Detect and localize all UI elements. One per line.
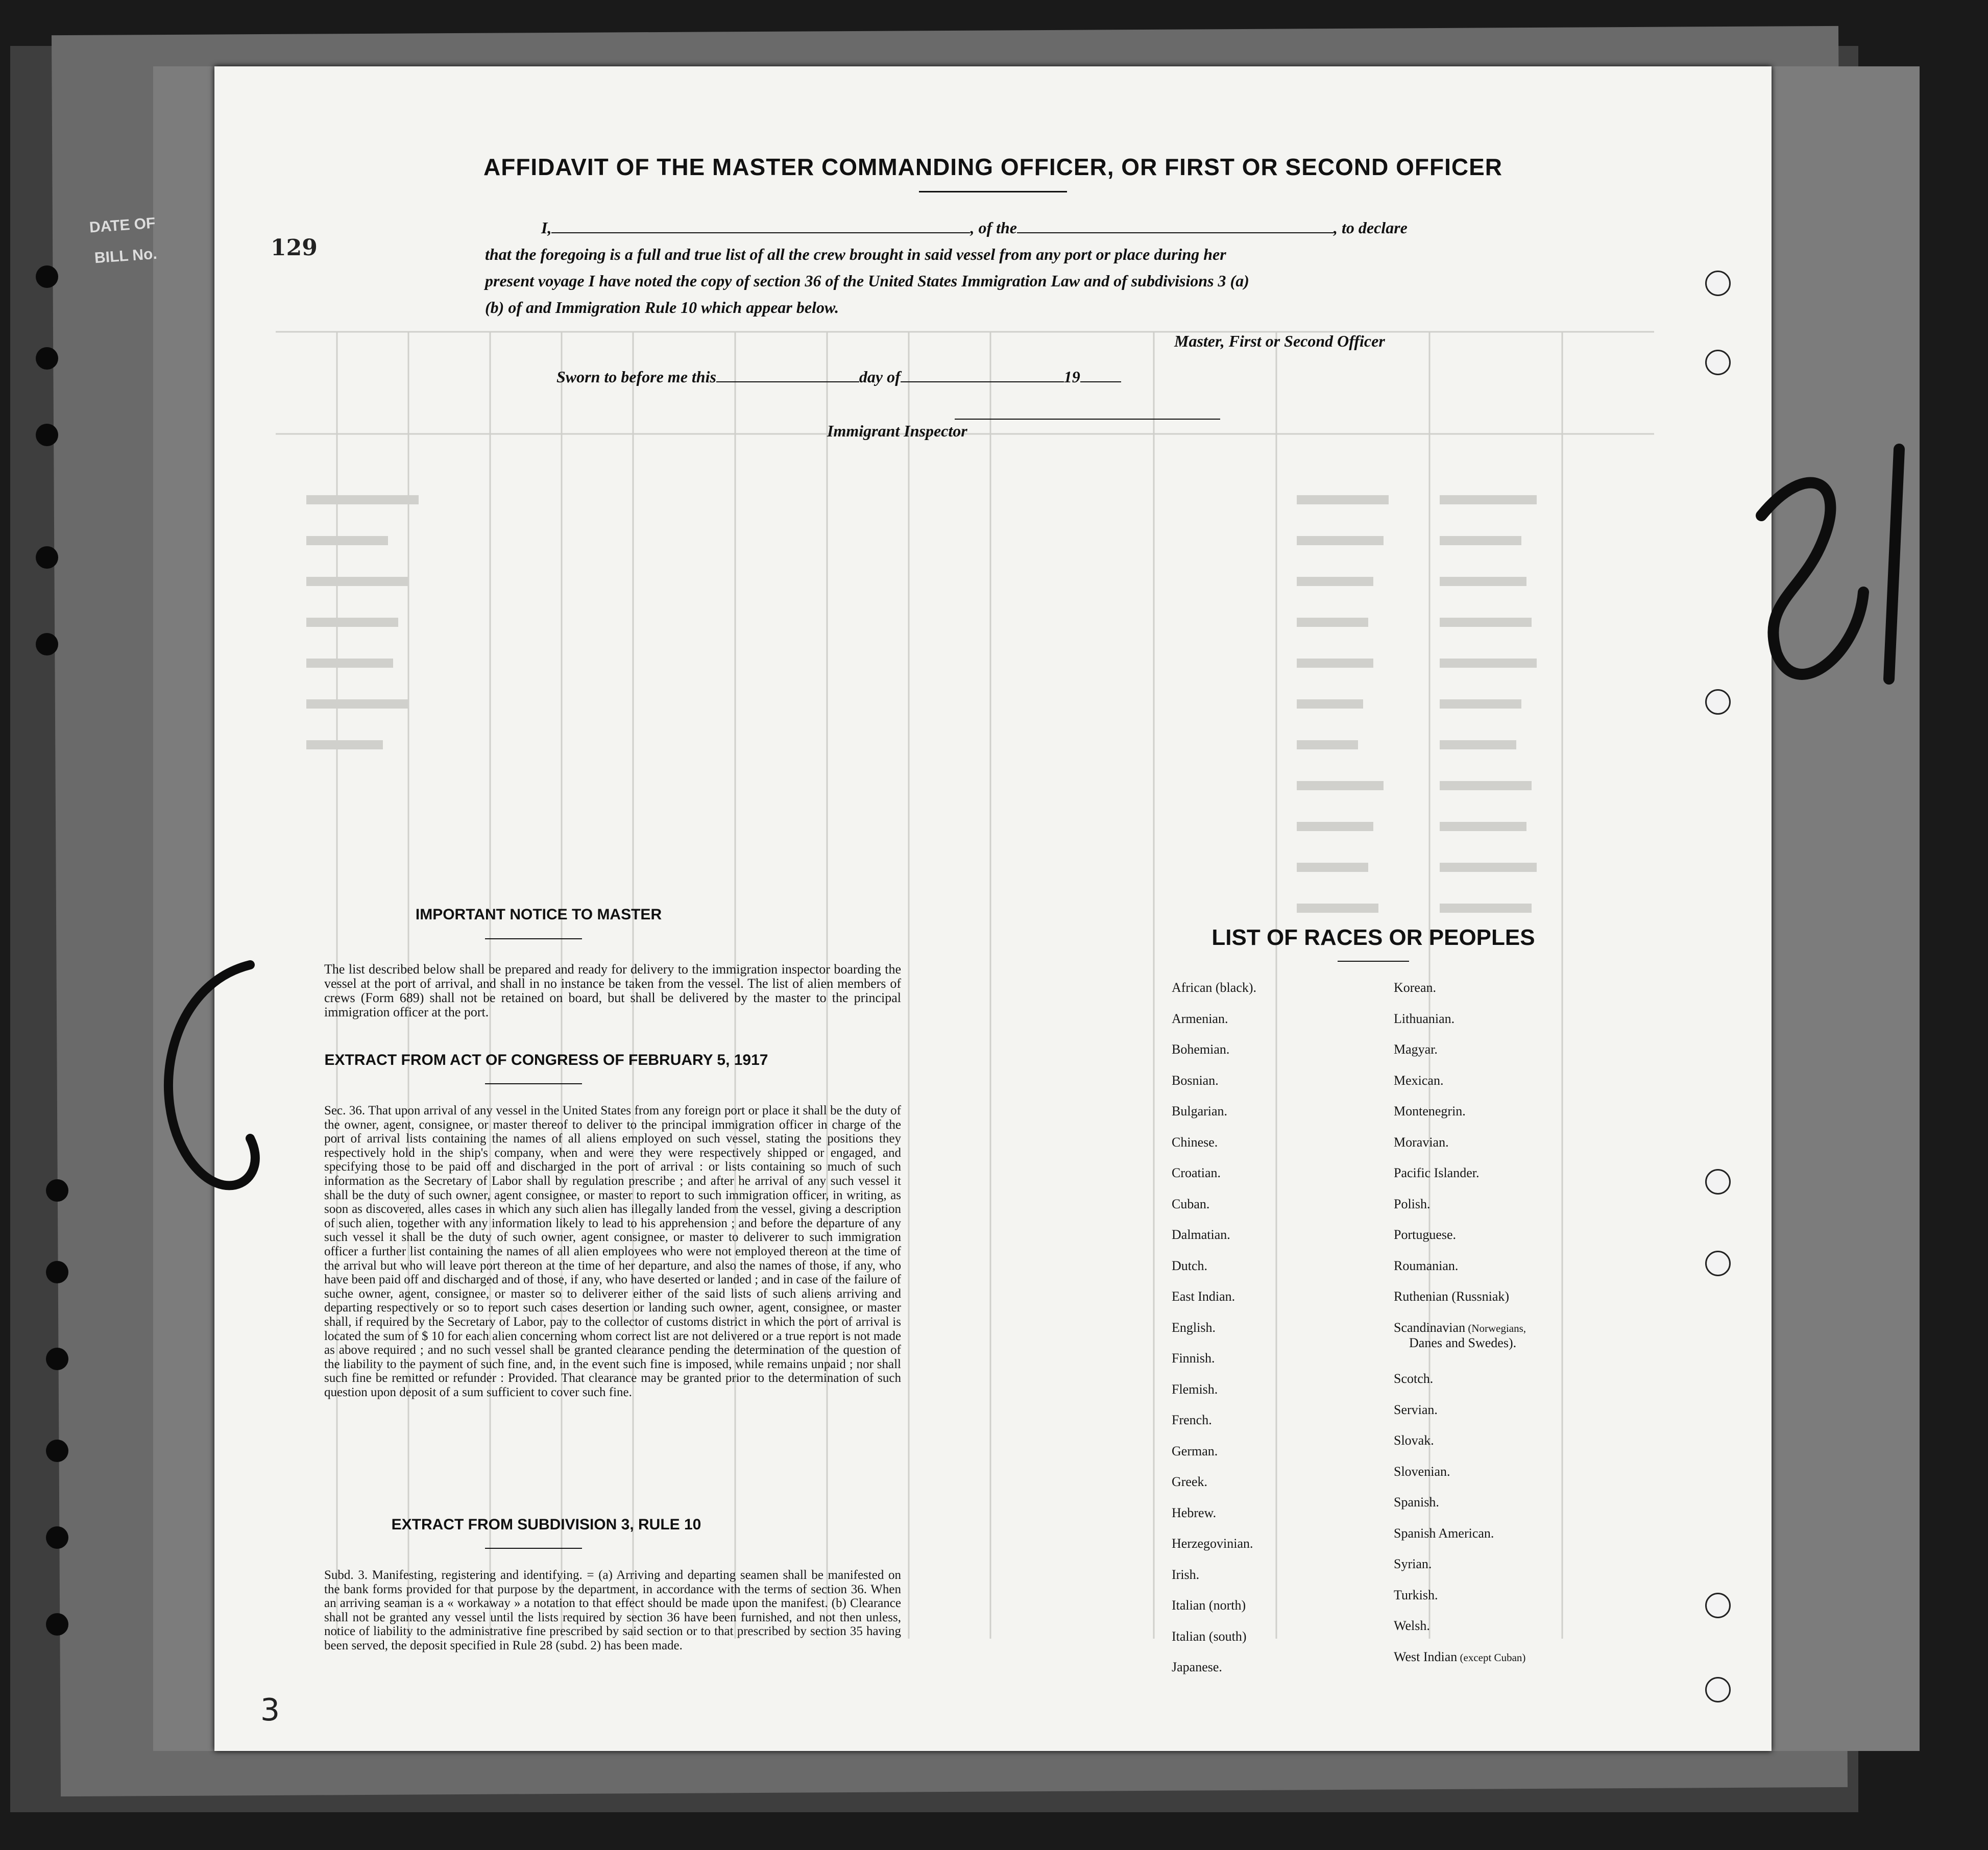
day-blank[interactable] <box>716 381 859 382</box>
notice-text: The list described below shall be prepared and ready for delivery to the immigration inspector boarding the vessel at the port of arrival, and shall in no instance be taken from the vessel. The list of alien members of crews (Form 689) shall not be retained on board, but shall be delivered by the master to the principal immigration officer at the port. <box>324 962 901 1019</box>
inspector-signature-line <box>955 419 1220 420</box>
race-left-item: Greek. <box>1172 1474 1208 1489</box>
act-underline <box>485 1083 582 1084</box>
binder-hole <box>36 633 58 655</box>
race-left-item: Bohemian. <box>1172 1042 1230 1057</box>
race-right-item: Polish. <box>1394 1196 1431 1211</box>
binder-hole <box>36 424 58 446</box>
race-right-item: Scotch. <box>1394 1371 1434 1386</box>
binder-hole <box>36 546 58 569</box>
punch-hole <box>1705 689 1731 715</box>
race-left-item: Dalmatian. <box>1172 1227 1230 1242</box>
affidavit-of-label: , of the <box>970 218 1017 237</box>
races-underline <box>1338 961 1409 962</box>
race-right-item: Pacific Islander. <box>1394 1165 1480 1180</box>
punch-hole <box>1705 1677 1731 1702</box>
stamp-number: 129 <box>271 235 318 261</box>
race-left-item: Cuban. <box>1172 1196 1210 1211</box>
notice-underline <box>485 938 582 939</box>
affidavit-declare-label: , to declare <box>1334 218 1408 237</box>
binder-hole <box>36 347 58 370</box>
affidavit-line4: (b) of and Immigration Rule 10 which appear below. <box>485 298 839 317</box>
race-right-item: Ruthenian (Russniak) <box>1394 1289 1510 1304</box>
race-left-item: Japanese. <box>1172 1660 1222 1674</box>
race-left-item: Irish. <box>1172 1567 1200 1582</box>
race-right-item: Korean. <box>1394 980 1437 995</box>
race-left-item: Armenian. <box>1172 1011 1228 1026</box>
page-number: 3 <box>260 1692 280 1728</box>
race-left-item: Bosnian. <box>1172 1073 1219 1088</box>
title-underline <box>919 191 1067 192</box>
handwritten-mark-left <box>148 944 281 1230</box>
scandinavian-note: (Norwegians, <box>1465 1322 1526 1334</box>
race-right-item: Portuguese. <box>1394 1227 1457 1242</box>
race-left-item: East Indian. <box>1172 1289 1235 1304</box>
punch-hole <box>1705 271 1731 296</box>
race-right-item: Slovenian. <box>1394 1464 1450 1479</box>
binder-hole <box>46 1440 68 1462</box>
race-left-item: Hebrew. <box>1172 1505 1217 1520</box>
race-left-item: Flemish. <box>1172 1381 1218 1397</box>
punch-hole <box>1705 350 1731 375</box>
race-left-item: Herzegovinian. <box>1172 1536 1253 1551</box>
day-of-label: day of <box>859 368 901 386</box>
west-indian-note: (except Cuban) <box>1457 1651 1526 1664</box>
race-right-item: Scandinavian (Norwegians, <box>1394 1320 1526 1335</box>
binder-hole <box>46 1526 68 1549</box>
affidavit-line1 <box>541 218 1408 237</box>
race-left-item: German. <box>1172 1443 1218 1458</box>
inspector-label: Immigrant Inspector <box>827 422 967 440</box>
race-left-item: English. <box>1172 1320 1216 1335</box>
rule-text: Subd. 3. Manifesting, registering and identifying. = (a) Arriving and departing seamen shall be manifested on the bank forms provided for that purpose by the department, in accordance with the terms of section 36. When an arriving seaman is a « workaway » a notation to that effect should be made upon the manifest. (b) Clearance shall not be granted any vessel until the lists required by section 36 have been furnished, and not then unless, notice of liability to the administrative fine prescribed by said section or to that prescribed by section 35 having been served, the deposit specified in Rule 28 (subd. 2) has been made. <box>324 1568 901 1652</box>
act-text: Sec. 36. That upon arrival of any vessel in the United States from any foreign port or place it shall be the duty of the owner, agent, consignee, or master thereof to deliver to the principal immigration officer in charge of the port of arrival lists containing the names of all aliens employed on such vessel, stating the positions they respectively hold in the ship's company, when and were they were respectively shipped or engaged, and specifying those to be paid off and discharged in the port of arrival : or lists containing so much of such information as the Secretary of Labor shall by regulation prescribe ; and after he arrival of any such vessel it shall be the duty of such owner, agent consignee, or master to report to such immigration officer, in writing, as soon as discovered, alles cases in which any such alien has illegally landed from the vessel, giving a description of such alien, together with any information likely to lead to his apprehension ; and before the departure of any such vessel it shall be the duty of such owner, agent consignee, or master to deliverer to such immigration officer a further list containing the names of all alien employees who were not employed thereon at the time of the arrival but who will leave port thereon at the time of her departure, and also the names of those, if any, who have been paid off and discharged and of those, if any, who have deserted or landed ; and in case of the failure of suche owner, agent, consignee, or master so to deliverer either of the said lists of such aliens arriving and departing respectively or so to report such cases desertion or landing such owner, agent, consignee, or master shall, if required by the Secretary of Labor, pay to the collector of customs district in which the port of arrival is located the sum of $ 10 for each alien concerning whom correct list are not delivered or a true report is not made as above required ; and no such vessel shall be granted clearance pending the determination of the question of the liability to the payment of such fine, and, in the event such fine is imposed, while remains unpaid ; nor shall such fine be remitted or refunder : Provided. That clearance may be granted prior to the determination of such question upon deposit of a sum sufficient to cover such fine. <box>324 1104 901 1399</box>
race-left-item: Finnish. <box>1172 1351 1215 1366</box>
signature-label: Master, First or Second Officer <box>1174 332 1385 350</box>
race-right-item: Roumanian. <box>1394 1258 1459 1273</box>
race-right-item: Slovak. <box>1394 1433 1434 1448</box>
race-left-item: Croatian. <box>1172 1165 1221 1180</box>
race-right-item: Moravian. <box>1394 1134 1449 1150</box>
races-heading: LIST OF RACES OR PEOPLES <box>1211 925 1535 950</box>
scandinavian-note-line2: Danes and Swedes). <box>1409 1335 1517 1350</box>
race-right-item: Lithuanian. <box>1394 1011 1455 1026</box>
race-left-item: Italian (north) <box>1172 1598 1246 1613</box>
punch-hole <box>1705 1251 1731 1276</box>
race-right-item: Spanish. <box>1394 1495 1439 1510</box>
affidavit-i-label: I, <box>541 218 552 237</box>
race-left-item: French. <box>1172 1413 1212 1427</box>
race-left-item: Chinese. <box>1172 1134 1218 1150</box>
sworn-label: Sworn to before me this <box>556 368 716 386</box>
binder-hole <box>46 1179 68 1202</box>
race-right-item: West Indian (except Cuban) <box>1394 1649 1526 1664</box>
notice-heading: IMPORTANT NOTICE TO MASTER <box>415 906 662 923</box>
race-left-item: Dutch. <box>1172 1258 1208 1273</box>
race-right-item: Mexican. <box>1394 1073 1444 1088</box>
race-right-item: Welsh. <box>1394 1618 1430 1633</box>
affidavit-page <box>214 66 1772 1751</box>
race-right-item: Spanish American. <box>1394 1525 1494 1541</box>
vessel-blank[interactable] <box>1017 232 1334 233</box>
sworn-line <box>556 368 1121 386</box>
backing-label-date: DATE OF <box>88 214 156 236</box>
race-left-item: Bulgarian. <box>1172 1104 1228 1118</box>
binder-hole <box>36 265 58 288</box>
race-right-item: Montenegrin. <box>1394 1104 1466 1118</box>
binder-hole <box>46 1613 68 1636</box>
rule-heading: EXTRACT FROM SUBDIVISION 3, RULE 10 <box>391 1516 701 1533</box>
race-right-item: Magyar. <box>1394 1042 1438 1057</box>
binder-hole <box>46 1348 68 1370</box>
name-blank[interactable] <box>551 232 970 233</box>
month-blank[interactable] <box>901 381 1064 382</box>
handwritten-mark <box>1746 439 1930 745</box>
affidavit-title: AFFIDAVIT OF THE MASTER COMMANDING OFFICER, OR FIRST OR SECOND OFFICER <box>483 154 1502 180</box>
race-right-item: Servian. <box>1394 1402 1438 1417</box>
affidavit-line3: present voyage I have noted the copy of section 36 of the United States Immigration Law and of subdivisions 3 (a) <box>485 272 1249 290</box>
backing-label-bill: BILL No. <box>93 245 158 267</box>
year-label: 19 <box>1063 368 1080 386</box>
punch-hole <box>1705 1169 1731 1195</box>
act-heading: EXTRACT FROM ACT OF CONGRESS OF FEBRUARY 5, 1917 <box>324 1052 768 1068</box>
race-left-item: Italian (south) <box>1172 1628 1247 1644</box>
year-blank[interactable] <box>1080 381 1121 382</box>
race-left-item: African (black). <box>1172 980 1257 995</box>
race-right-item: Syrian. <box>1394 1556 1432 1571</box>
race-right-item: Turkish. <box>1394 1587 1438 1602</box>
punch-hole <box>1705 1593 1731 1618</box>
affidavit-line2: that the foregoing is a full and true list of all the crew brought in said vessel from any port or place during her <box>485 245 1226 263</box>
rule-underline <box>485 1548 582 1549</box>
binder-hole <box>46 1261 68 1283</box>
